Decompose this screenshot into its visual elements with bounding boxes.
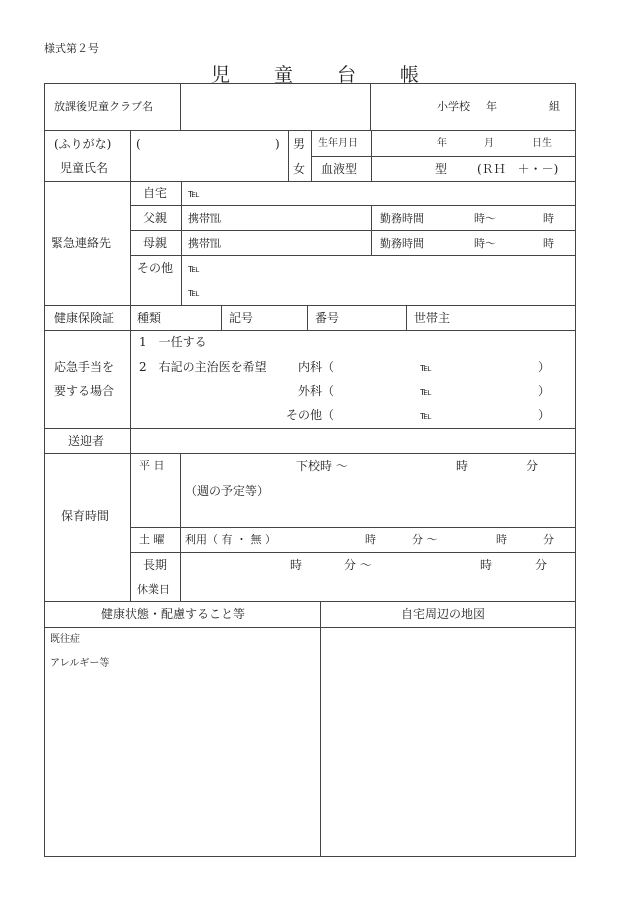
first-aid-label-1: 応急手当を bbox=[54, 360, 115, 374]
home-tel: ℡ bbox=[188, 187, 200, 200]
mother-work-hours: 勤務時間 bbox=[380, 237, 424, 250]
surgery-tel: ℡ bbox=[420, 385, 432, 398]
long-holiday-label-1: 長期 bbox=[143, 558, 168, 572]
other-doctor-close: ） bbox=[538, 408, 551, 422]
first-aid-option-1: 1 一任する bbox=[139, 335, 207, 349]
title-char: 台 bbox=[337, 64, 357, 86]
birth-month: 月 bbox=[484, 138, 494, 149]
title-char: 帳 bbox=[400, 64, 420, 86]
other-tel-2: ℡ bbox=[188, 286, 200, 299]
father-mobile: 携帯℡ bbox=[188, 212, 221, 225]
furigana-label: (ふりがな) bbox=[54, 137, 112, 151]
saturday-minute-1: 分 ～ bbox=[412, 533, 438, 546]
other-doctor: その他（ bbox=[286, 408, 335, 422]
class-suffix: 組 bbox=[549, 100, 560, 113]
map-header: 自宅周辺の地図 bbox=[401, 607, 486, 621]
internal-tel: ℡ bbox=[420, 361, 432, 374]
mother-mobile: 携帯℡ bbox=[188, 237, 221, 250]
birth-day: 日生 bbox=[532, 138, 552, 149]
care-hours-label: 保育時間 bbox=[61, 509, 110, 523]
weekday-hour: 時 bbox=[456, 459, 469, 473]
surgery: 外科（ bbox=[298, 384, 335, 398]
other-tel-1: ℡ bbox=[188, 262, 200, 275]
saturday-hour-1: 時 bbox=[365, 533, 376, 546]
insurance-label: 健康保険証 bbox=[54, 311, 115, 325]
long-hour-1: 時 bbox=[290, 558, 303, 572]
allergy-label: アレルギー等 bbox=[50, 658, 110, 669]
home-label: 自宅 bbox=[143, 186, 168, 200]
mother-time-to: 時 bbox=[543, 237, 554, 250]
health-header: 健康状態・配慮すること等 bbox=[101, 607, 246, 621]
rh-factor: (ＲＨ ＋・－) bbox=[477, 162, 559, 176]
emergency-label: 緊急連絡先 bbox=[51, 236, 112, 250]
weekday-label: 平 日 bbox=[139, 459, 165, 472]
first-aid-label-2: 要する場合 bbox=[54, 384, 115, 398]
saturday-label: 土 曜 bbox=[139, 533, 165, 546]
pickup-label: 送迎者 bbox=[68, 434, 105, 448]
blood-label: 血液型 bbox=[321, 162, 358, 176]
weekday-minute: 分 bbox=[526, 459, 539, 473]
after-school: 下校時 ～ bbox=[296, 459, 348, 473]
club-label: 放課後児童クラブ名 bbox=[54, 100, 153, 113]
internal-close: ） bbox=[538, 360, 551, 374]
title-char: 童 bbox=[273, 64, 293, 86]
father-label: 父親 bbox=[143, 211, 168, 225]
insurance-householder: 世帯主 bbox=[414, 311, 451, 325]
saturday-use: 利用（ 有 ・ 無 ） bbox=[185, 533, 276, 546]
birth-label: 生年月日 bbox=[318, 138, 358, 149]
female-label: 女 bbox=[293, 162, 306, 176]
surgery-close: ） bbox=[538, 384, 551, 398]
mother-label: 母親 bbox=[143, 236, 168, 250]
father-time-from: 時～ bbox=[474, 212, 496, 225]
form-number: 様式第２号 bbox=[44, 42, 99, 55]
first-aid-option-2: 2 右記の主治医を希望 bbox=[139, 360, 267, 374]
long-hour-2: 時 bbox=[480, 558, 493, 572]
father-work-hours: 勤務時間 bbox=[380, 212, 424, 225]
year-suffix: 年 bbox=[486, 100, 497, 113]
male-label: 男 bbox=[293, 137, 306, 151]
long-holiday-label-2: 休業日 bbox=[137, 583, 170, 596]
birth-year: 年 bbox=[437, 138, 447, 149]
past-illness-label: 既往症 bbox=[50, 634, 80, 645]
other-label: その他 bbox=[137, 261, 174, 275]
other-doctor-tel: ℡ bbox=[420, 409, 432, 422]
blood-suffix: 型 bbox=[435, 162, 448, 176]
mother-time-from: 時～ bbox=[474, 237, 496, 250]
child-name-label: 児童氏名 bbox=[60, 161, 109, 175]
insurance-number: 番号 bbox=[315, 311, 340, 325]
father-time-to: 時 bbox=[543, 212, 554, 225]
furigana-open: ( bbox=[136, 137, 141, 151]
title-char: 児 bbox=[210, 64, 230, 86]
long-minute-1: 分 ～ bbox=[344, 558, 372, 572]
saturday-minute-2: 分 bbox=[543, 533, 554, 546]
insurance-type: 種類 bbox=[137, 311, 162, 325]
furigana-close: ) bbox=[275, 137, 280, 151]
weekly-note: （週の予定等） bbox=[185, 484, 270, 498]
internal-medicine: 内科（ bbox=[298, 360, 335, 374]
insurance-symbol: 記号 bbox=[229, 311, 254, 325]
school-suffix: 小学校 bbox=[437, 100, 470, 113]
saturday-hour-2: 時 bbox=[496, 533, 507, 546]
long-minute-2: 分 bbox=[535, 558, 548, 572]
